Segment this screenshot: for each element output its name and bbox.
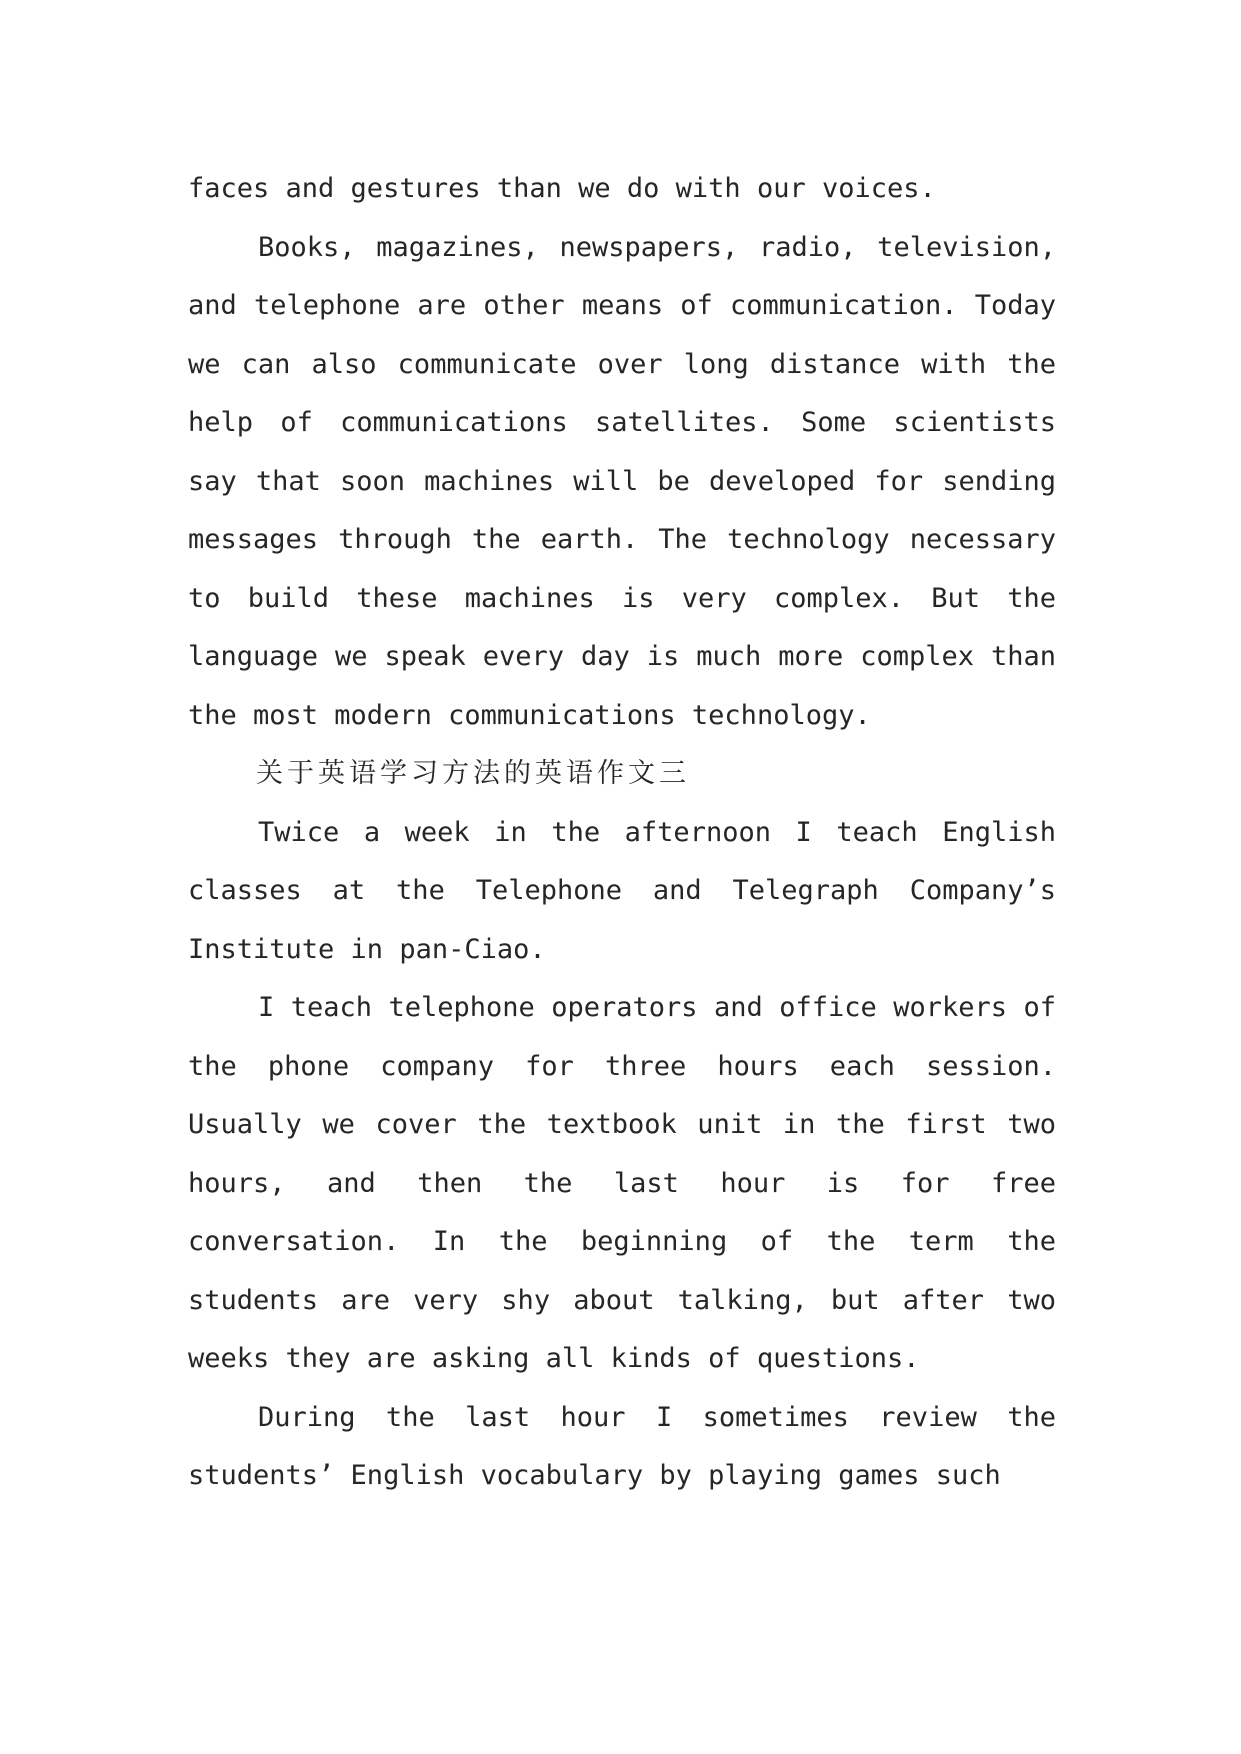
paragraph-communication-means: Books, magazines, newspapers, radio, television, and telephone are other means of communication. Today we can also communicate over long distance with the help of communications satellites. Some scientists say that soon machines will be developed for sending messages through the earth. The technology necessary to build these machines is very complex. But the language we speak every day is much more complex than the most modern communications technology.	[188, 231, 1056, 731]
section-heading: 关于英语学习方法的英语作文三	[256, 758, 690, 789]
document-body	[188, 160, 1056, 1506]
paragraph-continuation: faces and gestures than we do with our voices.	[188, 173, 936, 204]
paragraph-vocabulary-games: During the last hour I sometimes review the students’ English vocabulary by playing games such	[188, 1401, 1056, 1491]
paragraph-teaching-intro: Twice a week in the afternoon I teach English classes at the Telephone and Telegraph Company’s Institute in pan-Ciao.	[188, 816, 1056, 965]
paragraph-class-sessions: I teach telephone operators and office workers of the phone company for three hours each session. Usually we cover the textbook unit in the first two hours, and then the last hour is for free conversation. In the beginning of the term the students are very shy about talking, but after two weeks they are asking all kinds of questions.	[188, 992, 1056, 1374]
